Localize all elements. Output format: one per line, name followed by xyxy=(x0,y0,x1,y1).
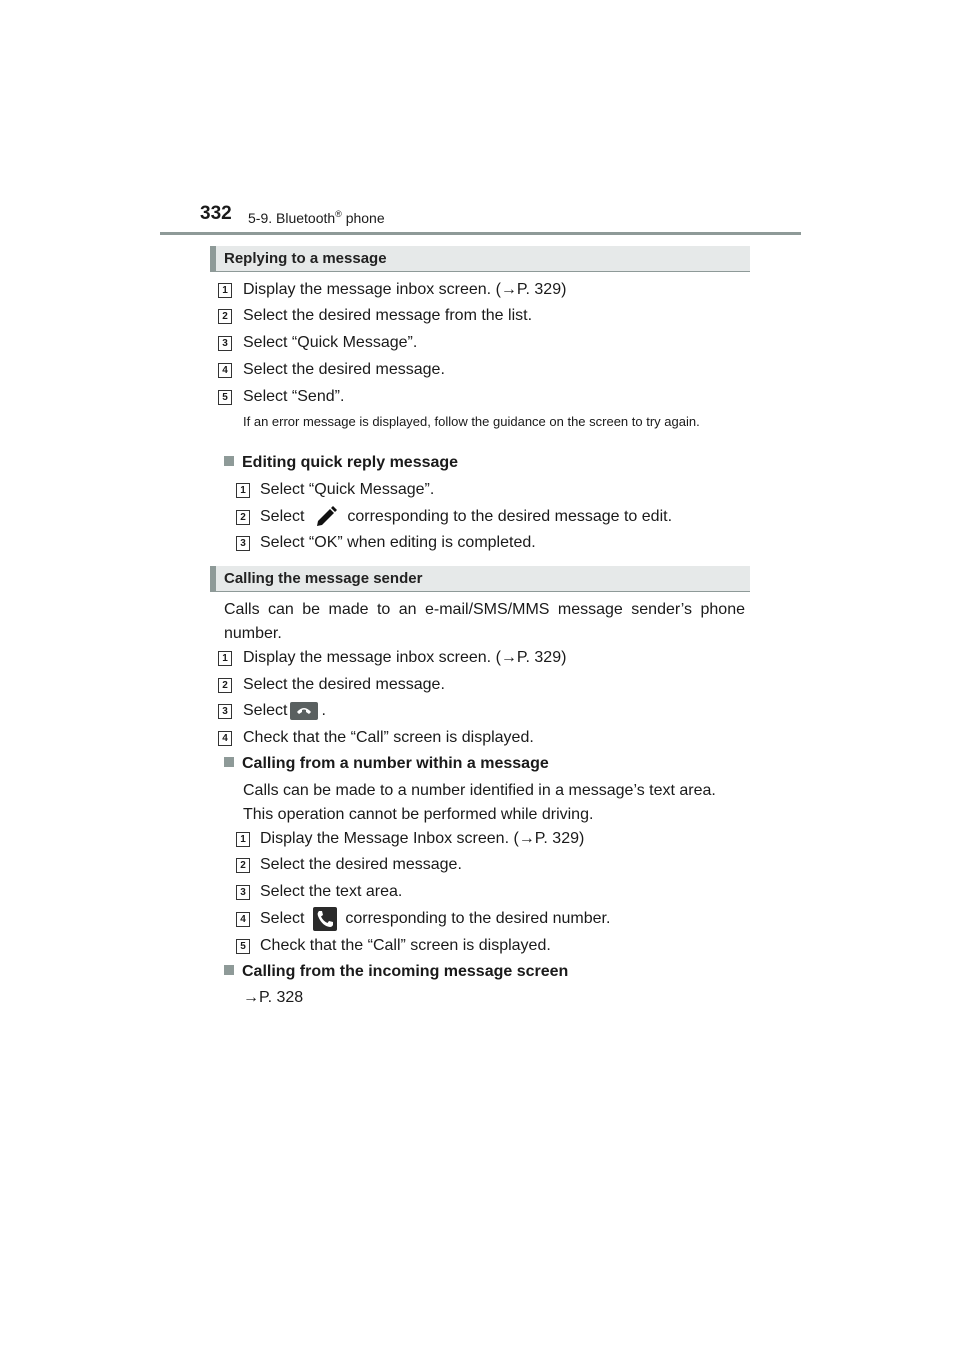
step-text: Select . xyxy=(243,702,326,720)
step-number-badge: 1 xyxy=(236,483,250,498)
step-text: Select corresponding to the desired message to edit. xyxy=(260,504,672,530)
step-text: Select the desired message. xyxy=(243,361,445,378)
step-text: Select “Quick Message”. xyxy=(260,481,435,498)
step-number-badge: 3 xyxy=(236,536,250,551)
bullet-square-icon xyxy=(224,456,234,466)
step-text: Select the desired message. xyxy=(260,856,462,873)
step-number-badge: 2 xyxy=(236,858,250,873)
section-title: 5-9. Bluetooth® phone xyxy=(248,209,385,226)
step-number-badge: 5 xyxy=(236,939,250,954)
error-note: If an error message is displayed, follow the guidance on the screen to try again. xyxy=(243,414,700,429)
subheading-calling-number: Calling from a number within a message xyxy=(224,755,549,773)
step-text: Select the desired message. xyxy=(243,676,445,693)
step-number-badge: 1 xyxy=(236,832,250,847)
step-number-badge: 4 xyxy=(218,731,232,746)
page-reference-link[interactable]: →P. 328 xyxy=(243,989,304,1006)
bullet-square-icon xyxy=(224,757,234,767)
heading-calling: Calling the message sender xyxy=(210,566,750,592)
step-text: Select the desired message from the list. xyxy=(243,307,533,324)
step-number-badge: 4 xyxy=(218,363,232,378)
subheading-editing: Editing quick reply message xyxy=(224,454,458,472)
header-rule xyxy=(160,232,801,235)
step-text: Display the Message Inbox screen. (→P. 329) xyxy=(260,830,585,847)
page-number: 332 xyxy=(200,203,232,224)
step-number-badge: 2 xyxy=(218,309,232,324)
step-text: Select “Send”. xyxy=(243,388,345,405)
step-number-badge: 2 xyxy=(236,510,250,525)
phone-call-icon xyxy=(290,702,318,720)
phone-handset-icon xyxy=(290,702,318,720)
step-number-badge: 1 xyxy=(218,651,232,666)
subheading-calling-incoming: Calling from the incoming message screen xyxy=(224,963,568,981)
step-number-badge: 2 xyxy=(218,678,232,693)
step-number-badge: 4 xyxy=(236,912,250,927)
step-number-badge: 5 xyxy=(218,390,232,405)
step-number-badge: 1 xyxy=(218,283,232,298)
step-text: Select the text area. xyxy=(260,883,403,900)
calling-number-intro-2: This operation cannot be performed while driving. xyxy=(243,806,594,823)
phone-dial-icon xyxy=(313,907,337,931)
step-text: Select corresponding to the desired number. xyxy=(260,907,610,931)
step-number-badge: 3 xyxy=(236,885,250,900)
phone-handset-icon xyxy=(313,907,337,931)
step-number-badge: 3 xyxy=(218,336,232,351)
step-text: Select “Quick Message”. xyxy=(243,334,418,351)
bullet-square-icon xyxy=(224,965,234,975)
step-text: Check that the “Call” screen is displayed. xyxy=(260,937,551,954)
step-text: Check that the “Call” screen is displayed. xyxy=(243,729,534,746)
step-text: Select “OK” when editing is completed. xyxy=(260,534,536,551)
step-number-badge: 3 xyxy=(218,704,232,719)
heading-replying: Replying to a message xyxy=(210,246,750,272)
calling-number-intro-1: Calls can be made to a number identified in a message’s text area. xyxy=(243,782,716,799)
calling-intro: Calls can be made to an e-mail/SMS/MMS message sender’s phone number. xyxy=(224,601,745,642)
step-text: Display the message inbox screen. (→P. 329) xyxy=(243,281,567,298)
step-text: Display the message inbox screen. (→P. 329) xyxy=(243,649,567,666)
edit-pencil-icon xyxy=(313,504,339,530)
